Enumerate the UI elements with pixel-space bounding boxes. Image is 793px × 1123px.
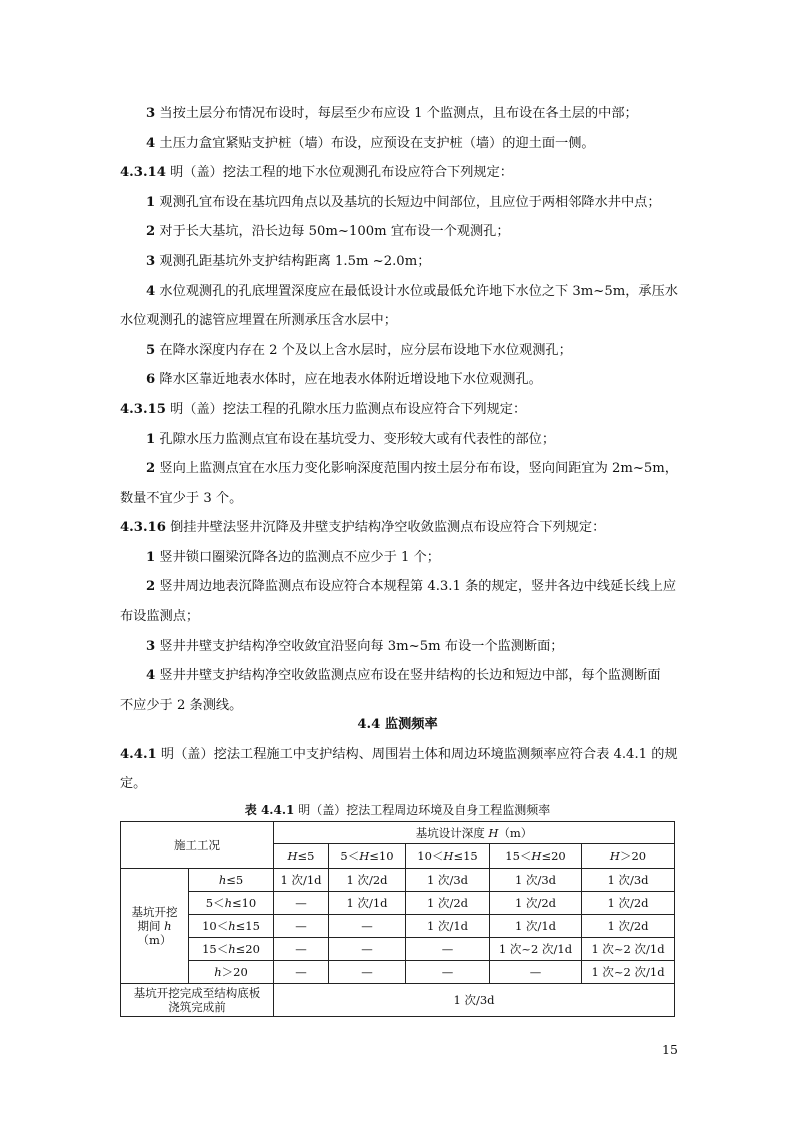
clause-4-3-15: 4.3.15 明（盖）挖法工程的孔隙水压力监测点布设应符合下列规定： <box>120 402 527 417</box>
depth-col-header: 10＜H≤15 <box>406 844 490 869</box>
row-label: 10＜h≤15 <box>189 915 274 938</box>
table-cell: 1 次~2 次/1d <box>490 938 582 961</box>
table-cell: 1 次/2d <box>406 892 490 915</box>
clause-item: 2 对于长大基坑，沿长边每 50m~100m 宜布设一个观测孔； <box>146 224 510 239</box>
table-cell: 1 次/3d <box>406 869 490 892</box>
monitoring-frequency-table <box>120 821 675 1017</box>
clause-item: 1 竖井锁口圈梁沉降各边的监测点不应少于 1 个； <box>146 550 440 565</box>
header-design-depth: 基坑设计深度 H（m） <box>274 822 675 844</box>
table-cell: — <box>490 961 582 984</box>
table-cell: 1 次/1d <box>274 869 329 892</box>
clause-item: 2 竖井周边地表沉降监测点布设应符合本规程第 4.3.1 条的规定，竖井各边中线延长线上应 <box>146 579 677 594</box>
clause-item: 3 竖井井壁支护结构净空收敛宜沿竖向每 3m~5m 布设一个监测断面； <box>146 639 564 654</box>
depth-col-header: H＞20 <box>582 844 675 869</box>
table-cell: 1 次/1d <box>490 915 582 938</box>
clause-item-continued: 定。 <box>120 776 147 791</box>
table-cell: 1 次~2 次/1d <box>582 961 675 984</box>
depth-col-header: H≤5 <box>274 844 329 869</box>
table-cell: 1 次/2d <box>490 892 582 915</box>
clause-item: 1 孔隙水压力监测点宜布设在基坑受力、变形较大或有代表性的部位； <box>146 432 556 447</box>
section-title: 4.4 监测频率 <box>357 717 438 732</box>
table-row <box>121 961 675 984</box>
clause-item: 4 水位观测孔的孔底埋置深度应在最低设计水位或最低允许地下水位之下 3m~5m，承压水 <box>146 284 678 299</box>
table-cell: 1 次/3d <box>274 984 675 1017</box>
row-label: 15＜h≤20 <box>189 938 274 961</box>
table-cell: — <box>329 938 406 961</box>
clause-item: 2 竖向上监测点宜在水压力变化影响深度范围内按土层分布布设，竖向间距宜为 2m~5m， <box>146 461 678 476</box>
header-construction-condition: 施工工况 <box>121 822 274 869</box>
clause-item-continued: 水位观测孔的滤管应埋置在所测承压含水层中； <box>120 313 397 328</box>
table-cell: — <box>329 961 406 984</box>
row-label: 5＜h≤10 <box>189 892 274 915</box>
table-cell: 1 次/1d <box>406 915 490 938</box>
clause-item: 1 观测孔宜布设在基坑四角点以及基坑的长短边中间部位，且应位于两相邻降水井中点； <box>146 195 661 210</box>
table-cell: — <box>329 915 406 938</box>
table-row <box>121 892 675 915</box>
depth-col-header: 5＜H≤10 <box>329 844 406 869</box>
clause-4-4-1: 4.4.1 明（盖）挖法工程施工中支护结构、周围岩土体和周边环境监测频率应符合表 4.4.1 的规 <box>120 747 678 762</box>
table-cell: 1 次/1d <box>329 892 406 915</box>
paragraph-item-3: 3 当按土层分布情况布设时，每层至少布应设 1 个监测点，且布设在各土层的中部； <box>146 106 638 121</box>
paragraph-item-4: 4 土压力盒宜紧贴支护桩（墙）布设，应预设在支护桩（墙）的迎土面一侧。 <box>146 136 595 151</box>
table-cell: — <box>274 961 329 984</box>
clause-item: 4 竖井井壁支护结构净空收敛监测点应布设在竖井结构的长边和短边中部，每个监测断面 <box>146 668 661 683</box>
table-row <box>121 938 675 961</box>
page-number: 15 <box>662 1042 678 1057</box>
table-row <box>121 984 675 1017</box>
clause-4-3-16: 4.3.16 倒挂井壁法竖井沉降及井壁支护结构净空收敛监测点布设应符合下列规定： <box>120 520 606 535</box>
table-cell: — <box>274 892 329 915</box>
clause-4-3-14: 4.3.14 明（盖）挖法工程的地下水位观测孔布设应符合下列规定： <box>120 165 513 180</box>
clause-item: 5 在降水深度内存在 2 个及以上含水层时，应分层布设地下水位观测孔； <box>146 343 572 358</box>
depth-col-header: 15＜H≤20 <box>490 844 582 869</box>
table-cell: 1 次/3d <box>490 869 582 892</box>
table-cell: 1 次/2d <box>582 915 675 938</box>
table-row <box>121 869 675 892</box>
clause-item: 3 观测孔距基坑外支护结构距离 1.5m ~2.0m； <box>146 254 431 269</box>
clause-item: 6 降水区靠近地表水体时，应在地表水体附近增设地下水位观测孔。 <box>146 372 542 387</box>
table-cell: 1 次/2d <box>329 869 406 892</box>
table-row <box>121 915 675 938</box>
table-cell: 1 次/3d <box>582 869 675 892</box>
table-cell: 1 次~2 次/1d <box>582 938 675 961</box>
table-cell: — <box>406 938 490 961</box>
clause-item-continued: 布设监测点； <box>120 609 200 624</box>
group-label-excavation: 基坑开挖 期间 h （m） <box>121 869 189 984</box>
table-cell: — <box>274 915 329 938</box>
table-cell: — <box>406 961 490 984</box>
row-label: h＞20 <box>189 961 274 984</box>
clause-item-continued: 数量不宜少于 3 个。 <box>120 491 243 506</box>
table-cell: 1 次/2d <box>582 892 675 915</box>
row-label-after-excavation: 基坑开挖完成至结构底板 浇筑完成前 <box>121 984 274 1017</box>
table-cell: — <box>274 938 329 961</box>
table-caption: 表 4.4.1 明（盖）挖法工程周边环境及自身工程监测频率 <box>244 803 551 817</box>
row-label: h≤5 <box>189 869 274 892</box>
clause-item-continued: 不应少于 2 条测线。 <box>120 698 243 713</box>
